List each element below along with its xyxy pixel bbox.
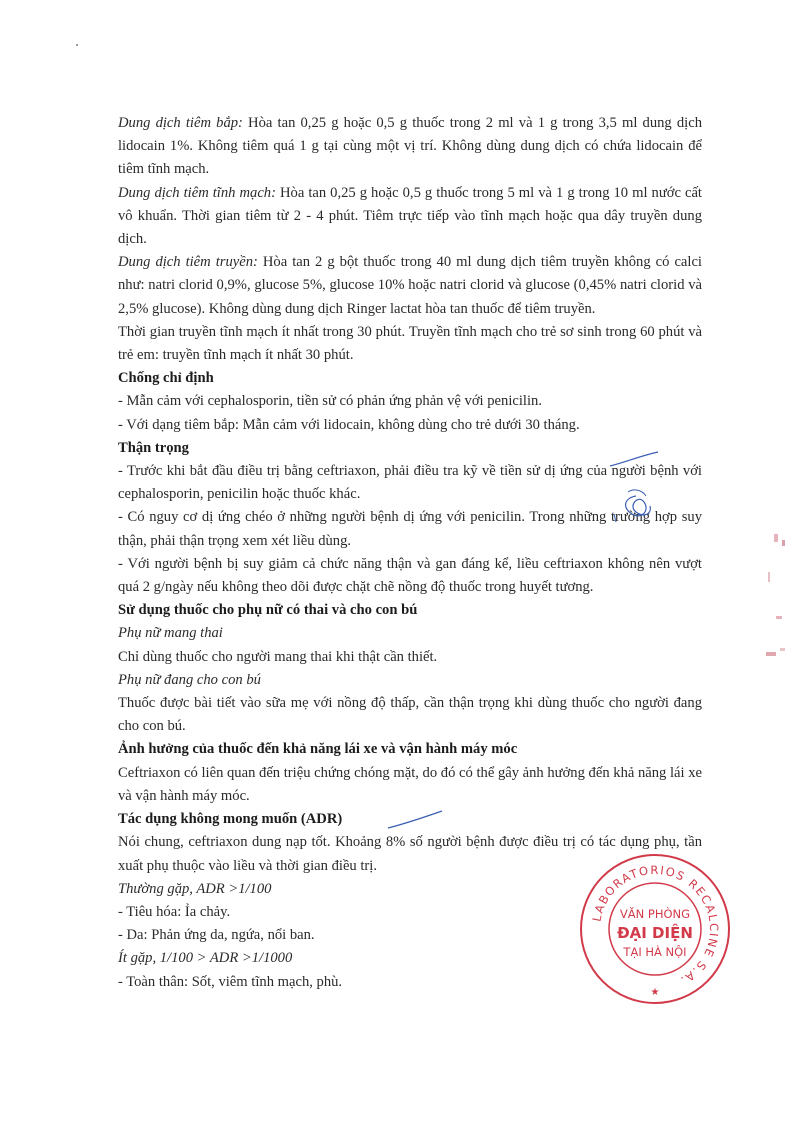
stamp-star: ★ [650, 987, 660, 998]
paragraph-text: - Tiêu hóa: Ỉa chảy. [118, 903, 231, 920]
paragraph-text: - Mẫn cảm với cephalosporin, tiền sử có phản ứng phản vệ với penicilin. [118, 393, 542, 410]
paragraph-text: Thuốc được bài tiết vào sữa mẹ với nồng độ thấp, cần thận trọng khi dùng thuốc cho người đang cho con bú. [118, 695, 702, 735]
section-heading-text: Tác dụng không mong muốn (ADR) [118, 811, 343, 828]
paragraph-text: Chỉ dùng thuốc cho người mang thai khi thật cần thiết. [118, 648, 438, 665]
italic-subheading-text: Thường gặp, ADR >1/100 [118, 880, 272, 897]
signature-mark-1 [606, 448, 666, 538]
section-heading-text: Ảnh hưởng của thuốc đến khả năng lái xe và vận hành máy móc [118, 741, 518, 758]
paragraph [118, 414, 702, 437]
italic-subheading-text: Phụ nữ mang thai [118, 625, 223, 642]
paragraph [118, 646, 702, 669]
italic-subheading-text: Ít gặp, 1/100 > ADR >1/1000 [118, 950, 293, 967]
section-heading-text: Sử dụng thuốc cho phụ nữ có thai và cho con bú [118, 602, 418, 619]
stamp-line-2: ĐẠI DIỆN [617, 924, 693, 942]
paragraph-text: Hòa tan 0,25 g hoặc 0,5 g thuốc trong 2 ml và 1 g trong 3,5 ml dung dịch lidocain 1%. Không tiêm quá 1 g tại cùng một vị trí. Không dùng dung dịch có chứa lidocain để tiêm tĩnh mạch. [118, 115, 702, 178]
italic-subheading [118, 669, 702, 692]
paragraph [118, 390, 702, 413]
paragraph-text: - Trước khi bắt đầu điều trị bằng ceftriaxon, phải điều tra kỹ về tiền sử dị ứng của người bệnh với cephalosporin, penicilin hoặc thuốc khác. [118, 463, 702, 503]
signature-mark-2 [386, 808, 446, 832]
paragraph-lead: Dung dịch tiêm bắp: [118, 115, 243, 131]
paragraph-text: - Với dạng tiêm bắp: Mẫn cảm với lidocain, không dùng cho trẻ dưới 30 tháng. [118, 416, 580, 433]
paragraph-text: - Có nguy cơ dị ứng chéo ở những người bệnh dị ứng với penicilin. Trong những trường hợp suy thận, phải thận trọng xem xét liều dùng. [118, 509, 702, 549]
italic-subheading-text: Phụ nữ đang cho con bú [118, 671, 261, 688]
paragraph [118, 762, 702, 808]
paragraph [118, 553, 702, 599]
paragraph [118, 182, 702, 252]
section-heading [118, 599, 702, 622]
scan-speck [76, 44, 78, 46]
paragraph [118, 251, 702, 321]
stamp-line-1: VĂN PHÒNG [619, 907, 691, 921]
paragraph-text: - Với người bệnh bị suy giảm cả chức năng thận và gan đáng kể, liều ceftriaxon không nên vượt quá 2 g/ngày nếu không theo dõi được chặt chẽ nồng độ thuốc trong huyết tương. [118, 555, 702, 596]
paragraph [118, 321, 702, 367]
stamp-arc-text: LABORATORIOS RECALCINE S.A. [589, 862, 722, 989]
italic-subheading [118, 622, 702, 645]
paragraph [118, 692, 702, 738]
section-heading [118, 367, 702, 390]
official-stamp [578, 852, 732, 1006]
paragraph-text: Thời gian truyền tĩnh mạch ít nhất trong 30 phút. Truyền tĩnh mạch cho trẻ sơ sinh trong 60 phút và trẻ em: truyền tĩnh mạch ít nhất 30 phút. [118, 323, 702, 364]
stamp-line-3: TẠI HÀ NỘI [623, 945, 687, 959]
paragraph [118, 112, 702, 182]
section-heading-text: Chống chỉ định [118, 370, 214, 387]
paragraph-lead: Dung dịch tiêm tĩnh mạch: [118, 184, 276, 201]
section-heading [118, 738, 702, 761]
paragraph-text: - Da: Phản ứng da, ngứa, nổi ban. [118, 927, 315, 944]
paragraph-text: - Toàn thân: Sốt, viêm tĩnh mạch, phù. [118, 973, 343, 990]
paragraph-text: Ceftriaxon có liên quan đến triệu chứng chóng mặt, do đó có thể gây ảnh hưởng đến khả năng lái xe và vận hành máy móc. [118, 764, 703, 804]
paragraph-lead: Dung dịch tiêm truyền: [118, 254, 258, 271]
paragraph-text: Nói chung, ceftriaxon dung nạp tốt. Khoảng 8% số người bệnh được điều trị có tác dụng phụ, tần xuất phụ thuộc vào liều và thời gian điều trị. [118, 834, 702, 874]
scan-edge-marks [760, 520, 790, 680]
paragraph-text: Hòa tan 2 g bột thuốc trong 40 ml dung dịch tiêm truyền không có calci như: natri clorid 0,9%, glucose 5%, glucose 10% hoặc natri clorid và glucose (0,45% natri clorid và 2,5% glucose). Không dùng dung dịch Ringer lactat hòa tan thuốc để tiêm truyền. [118, 254, 702, 317]
paragraph-text: Hòa tan 0,25 g hoặc 0,5 g thuốc trong 5 ml và 1 g trong 10 ml nước cất vô khuẩn. Thời gian tiêm từ 2 - 4 phút. Tiêm trực tiếp vào tĩnh mạch hoặc qua dây truyền dung dịch. [118, 184, 702, 248]
section-heading-text: Thận trọng [118, 439, 189, 456]
